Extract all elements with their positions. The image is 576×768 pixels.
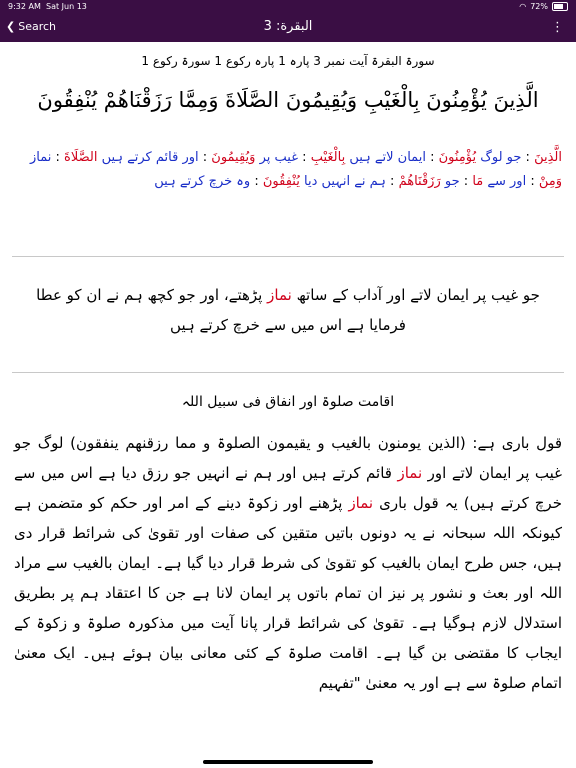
tafseer-p2: قائم کرتے ہیں اور ہم نے انہیں جو رزق دیا ہے اس میں سے خرچ کرتے ہیں) یہ قول باری bbox=[14, 464, 562, 512]
translation bbox=[20, 280, 556, 340]
page-title: البقرة: 3 bbox=[263, 19, 313, 34]
word-pair[interactable]: الصَّلَاةَ : نماز bbox=[29, 150, 98, 165]
word-pair[interactable]: بِالْغَيْبِ : غیب پر bbox=[259, 150, 346, 165]
urdu-meaning: نماز bbox=[29, 150, 52, 165]
arabic-word: الَّذِينَ bbox=[534, 150, 562, 165]
status-right bbox=[519, 2, 568, 11]
tafseer-body bbox=[14, 428, 562, 698]
wifi-icon: ◠ bbox=[519, 2, 527, 11]
home-indicator[interactable] bbox=[203, 760, 373, 764]
tafseer-p4: اقامت صلوۃ کے کئی معانی بیان ہوئے ہیں۔ ایک معنیٰ اتمام صلوۃ سے ہے اور یہ معنیٰ "تفہیم bbox=[14, 644, 562, 692]
translation-part2: پڑھتے، اور جو کچھ ہم نے ان کو عطا فرمایا ہے اس میں سے خرچ کرتے ہیں bbox=[36, 286, 406, 334]
more-vertical-icon[interactable]: ⋮ bbox=[551, 20, 564, 35]
chevron-left-icon: ❮ bbox=[6, 20, 16, 33]
arabic-word: يُنْفِقُونَ bbox=[262, 174, 300, 189]
arabic-word: رَزَقْنَاهُمْ bbox=[398, 174, 441, 189]
tafseer-p3: پڑھنے اور زکوۃ دینے کے امر اور حکم کو متضمن ہے کیونکہ اللہ سبحانہ نے یہ دونوں باتیں متقین کی صفات اور تقویٰ کی شرائط قرار دی ہیں، جس طرح ایمان بالغیب کو تقویٰ کی شرط قرار دیا گیا ہے۔ ایمان بالغیب سے مراد اللہ اور بعث و نشور پر نیز ان تمام باتوں پر ایمان لانا ہے جن کا اعتقاد ہم پر بطریق استدلال لازم ہوگیا ہے۔ تقویٰ کی شرائط قرار پانا آیت میں مذکورہ صلوۃ و زکوۃ کے ایجاب کا مقتضی بن گیا ہے۔ bbox=[14, 494, 562, 662]
urdu-meaning: اور قائم کرتے ہیں bbox=[101, 150, 199, 165]
word-pair[interactable]: يُنْفِقُونَ : وہ خرچ کرتے ہیں bbox=[154, 174, 300, 189]
status-time: 9:32 AM Sat Jun 13 bbox=[8, 2, 87, 11]
tafseer-heading: اقامت صلوۃ اور انفاق فی سبیل اللہ bbox=[181, 394, 395, 410]
status-date: Sat Jun 13 bbox=[45, 2, 87, 11]
status-bar bbox=[0, 0, 576, 14]
urdu-meaning: وہ خرچ کرتے ہیں bbox=[154, 174, 251, 189]
word-pair[interactable]: وَمِنْ : اور سے bbox=[487, 174, 562, 189]
word-by-word bbox=[14, 146, 562, 194]
urdu-meaning: جو bbox=[444, 174, 460, 189]
word-pair[interactable]: الَّذِينَ : جو لوگ bbox=[480, 150, 562, 165]
word-pair[interactable]: وَيُقِيمُونَ : اور قائم کرتے ہیں bbox=[101, 150, 256, 165]
nav-bar bbox=[0, 14, 576, 42]
divider bbox=[12, 256, 564, 257]
divider bbox=[12, 372, 564, 373]
ayah-text: الَّذِينَ يُؤْمِنُونَ بِالْغَيْبِ وَيُقِيمُونَ الصَّلَاةَ وَمِمَّا رَزَقْنَاهُمْ يُنْفِقُونَ bbox=[37, 88, 539, 112]
urdu-meaning: ایمان لاتے ہیں bbox=[349, 150, 426, 165]
ayah-reference: سورۃ البقرۃ آیت نمبر 3 پارہ 1 پارہ رکوع 1 سورۃ رکوع 1 bbox=[141, 54, 435, 68]
arabic-word: مَا bbox=[472, 174, 484, 189]
translation-highlight: نماز bbox=[267, 286, 292, 304]
arabic-word: بِالْغَيْبِ bbox=[310, 150, 346, 165]
urdu-meaning: جو لوگ bbox=[480, 150, 522, 165]
urdu-meaning: ہم نے انہیں دیا bbox=[303, 174, 386, 189]
urdu-meaning: غیب پر bbox=[259, 150, 299, 165]
word-pair[interactable]: رَزَقْنَاهُمْ : ہم نے انہیں دیا bbox=[303, 174, 441, 189]
battery-icon bbox=[552, 2, 568, 11]
urdu-meaning: اور سے bbox=[487, 174, 527, 189]
arabic-word: وَمِنْ bbox=[538, 174, 562, 189]
arabic-word: وَيُقِيمُونَ bbox=[211, 150, 256, 165]
translation-part1: جو غیب پر ایمان لاتے اور آداب کے ساتھ bbox=[296, 286, 540, 304]
word-pair[interactable]: مَا : جو bbox=[444, 174, 484, 189]
tafseer-highlight-2: نماز bbox=[348, 494, 374, 512]
tafseer-highlight-1: نماز bbox=[397, 464, 423, 482]
arabic-word: الصَّلَاةَ bbox=[64, 150, 98, 165]
battery-percent: 72% bbox=[530, 2, 548, 11]
word-pair[interactable]: يُؤْمِنُونَ : ایمان لاتے ہیں bbox=[349, 150, 477, 165]
back-label: Search bbox=[18, 20, 57, 33]
tafseer-p1: قول باری ہے: (الذین یومنون بالغیب و یقیمون الصلوۃ و مما رزقنھم ینفقون) لوگ جو غیب پر ایمان لاتے اور bbox=[14, 434, 562, 482]
arabic-word: يُؤْمِنُونَ bbox=[438, 150, 477, 165]
